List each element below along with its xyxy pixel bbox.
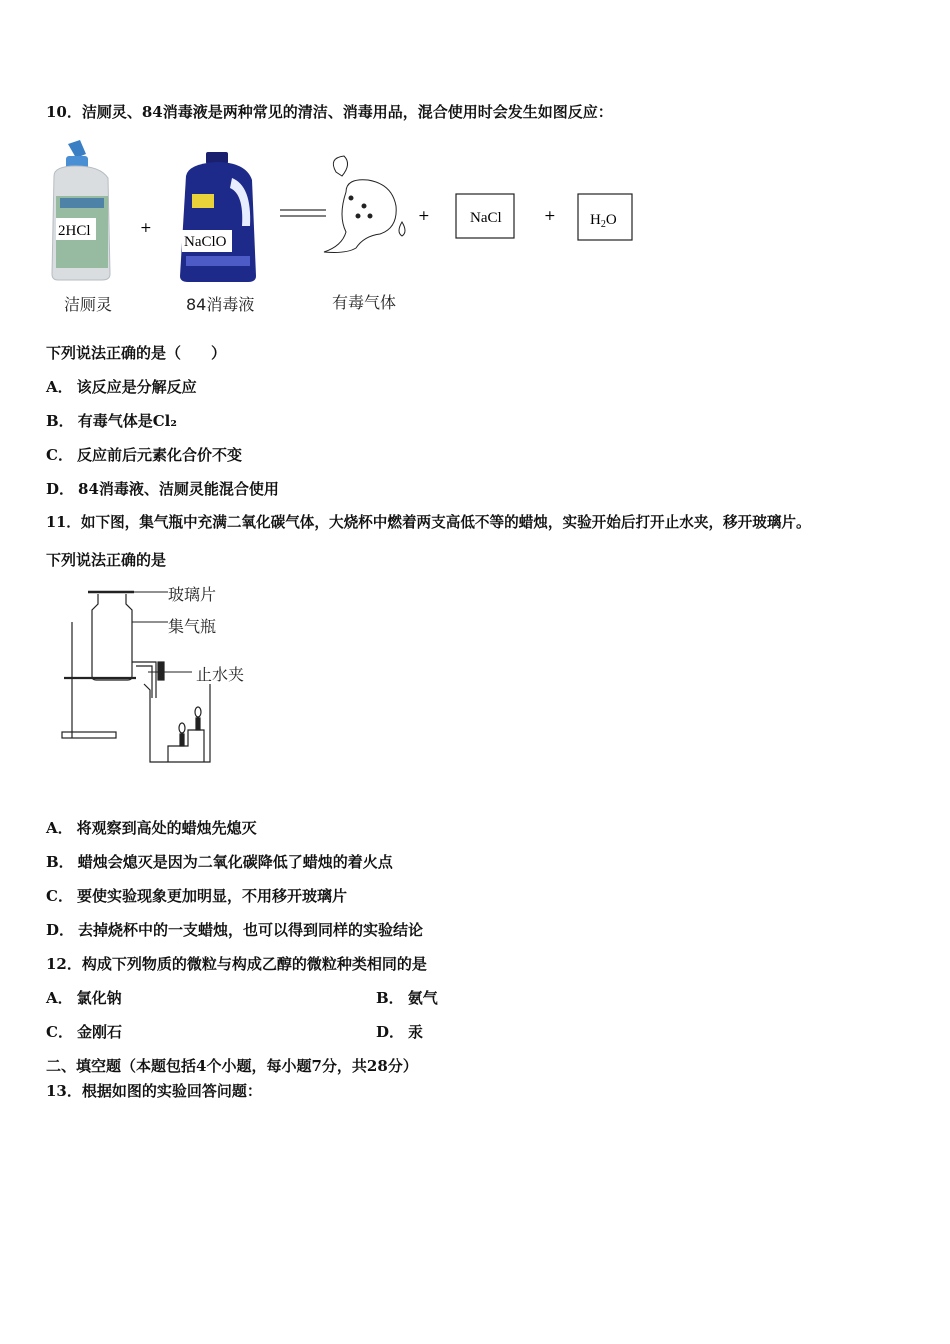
label-toilet-cleaner: 洁厕灵	[64, 295, 113, 314]
label-water-clamp: 止水夹	[196, 665, 245, 684]
q11-option-c: C． 要使实验现象更加明显，不用移开玻璃片	[46, 887, 347, 905]
q11-stem: 11．如下图，集气瓶中充满二氧化碳气体，大烧杯中燃着两支高低不等的蜡烛，实验开始后打开止水夹，移开玻璃片。	[46, 514, 811, 531]
stand-base	[62, 732, 116, 738]
q11-option-b: B． 蜡烛会熄灭是因为二氧化碳降低了蜡烛的着火点	[46, 853, 393, 871]
label-toxic-gas: 有毒气体	[332, 293, 397, 312]
q10-reaction-diagram	[46, 136, 666, 286]
q11-apparatus-figure	[56, 580, 266, 770]
q10-reaction-figure	[46, 136, 666, 321]
q10-option-b: B． 有毒气体是Cl₂	[46, 412, 177, 430]
gas-collecting-bottle	[92, 594, 132, 680]
q12-option-a: A． 氯化钠	[46, 989, 122, 1007]
low-flame	[179, 723, 185, 733]
q10-option-a: A． 该反应是分解反应	[46, 378, 197, 396]
q12-option-c: C． 金刚石	[46, 1023, 122, 1041]
q11-option-d: D． 去掉烧杯中的一支蜡烛，也可以得到同样的实验结论	[46, 921, 424, 939]
q11-option-a: A． 将观察到高处的蜡烛先熄灭	[46, 819, 257, 837]
bleach-bottle	[180, 152, 256, 282]
label-bleach: 84消毒液	[186, 295, 255, 314]
plus-sign: +	[140, 220, 152, 236]
q10-prompt: 下列说法正确的是（ ）	[46, 344, 227, 362]
q10-option-c: C． 反应前后元素化合价不变	[46, 446, 242, 464]
q13-stem: 13．根据如图的实验回答问题：	[46, 1082, 262, 1100]
q12-stem: 12．构成下列物质的微粒与构成乙醇的微粒种类相同的是	[46, 955, 427, 973]
label-gas-bottle: 集气瓶	[168, 617, 217, 636]
product1-formula: NaCl	[470, 210, 502, 226]
bottle2-formula: NaClO	[184, 234, 227, 250]
beaker-steps	[168, 730, 204, 762]
plus-sign: +	[418, 208, 430, 224]
q12-option-d: D． 汞	[376, 1023, 424, 1041]
low-candle	[180, 734, 184, 746]
high-flame	[195, 707, 201, 717]
label-glass-plate: 玻璃片	[168, 585, 217, 604]
toxic-gas-drawing	[324, 156, 405, 253]
q10-option-d: D． 84消毒液、洁厕灵能混合使用	[46, 480, 279, 498]
q11-prompt: 下列说法正确的是	[46, 551, 167, 569]
high-candle	[196, 718, 200, 730]
section2-heading: 二、填空题（本题包括4个小题，每小题7分，共28分）	[46, 1057, 418, 1075]
plus-sign: +	[544, 208, 556, 224]
toilet-cleaner-bottle	[52, 140, 110, 280]
q10-stem: 10．洁厕灵、84消毒液是两种常见的清洁、消毒用品，混合使用时会发生如图反应：	[46, 103, 613, 121]
bottle1-formula: 2HCl	[58, 223, 91, 239]
water-clamp	[158, 662, 164, 680]
q12-option-b: B． 氨气	[376, 989, 438, 1007]
product2-formula: $H_2O$	[590, 212, 617, 230]
